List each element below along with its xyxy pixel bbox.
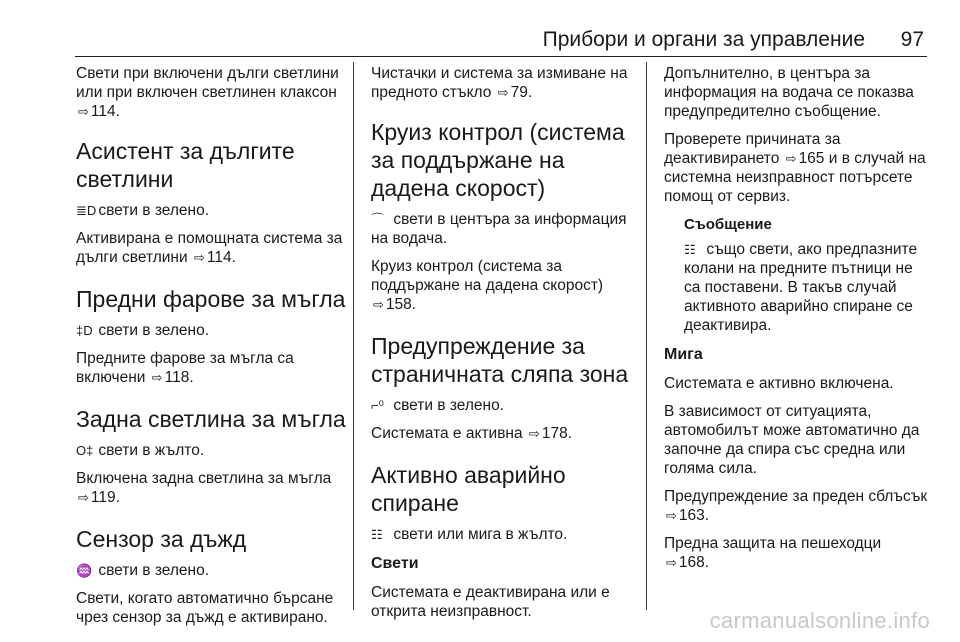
heading-blind-spot: Предупреждение за страничната сляпа зона	[371, 333, 629, 387]
page-ref-link[interactable]: 114.	[206, 249, 236, 266]
blind-spot-description: Системата е активна ⇨ 178.	[371, 425, 572, 442]
page-number: 97	[900, 28, 924, 51]
rain-sensor-description: Свети, когато автоматично бърсане чрез сензор за дъжд е активирано.	[76, 590, 334, 626]
page-ref-link[interactable]: 165	[798, 150, 825, 167]
cruise-status: ⌒ свети в центъра за информация на водача.	[371, 211, 627, 247]
arrow-icon: ⇨	[528, 426, 540, 441]
check-cause-paragraph: Проверете причината за деактивирането ⇨ 165 и в случай на системна неизправност потърсете помощ от сервиз.	[664, 131, 926, 205]
page-ref-link[interactable]: 119.	[90, 489, 120, 506]
note-box	[684, 215, 930, 335]
arrow-icon: ⇨	[497, 85, 509, 100]
high-beam-paragraph: Свети при включени дълги светлини или при включен светлинен клаксон ⇨ 114.	[76, 65, 339, 120]
flash-paragraph-4: Предна защита на пешеходци ⇨ 168.	[664, 535, 882, 571]
header-divider	[75, 56, 927, 57]
lit-description: Системата е деактивирана или е открита неизправност.	[371, 584, 610, 620]
column-1	[76, 64, 346, 636]
page-ref-link[interactable]: 168.	[678, 554, 710, 571]
page-title: Прибори и органи за управление	[542, 28, 865, 51]
rain-sensor-icon: ♒	[76, 563, 93, 578]
warning-paragraph: Допълнително, в центъра за информация на водача се показва предупредително съобщение.	[664, 65, 914, 120]
emergency-braking-icon: ☷	[684, 242, 696, 257]
page-ref-link[interactable]: 178.	[541, 425, 572, 442]
page-ref-link[interactable]: 79.	[510, 84, 533, 101]
column-divider-1	[353, 62, 354, 610]
blind-spot-icon: ⌐⁰	[371, 398, 384, 413]
emergency-braking-icon: ☷	[371, 527, 383, 542]
subheading-lit: Свети	[371, 555, 419, 572]
hba-description: Активирана е помощната система за дълги светлини ⇨ 114.	[76, 230, 343, 266]
heading-front-fog-lights: Предни фарове за мъгла	[76, 286, 346, 312]
rear-fog-icon: O‡	[76, 443, 94, 458]
front-fog-status: ‡D свети в зелено.	[76, 322, 210, 339]
heading-rain-sensor: Сензор за дъжд	[76, 526, 247, 552]
column-divider-2	[646, 62, 647, 610]
rear-fog-status: O‡ свети в жълто.	[76, 442, 205, 459]
arrow-icon: ⇨	[785, 151, 797, 166]
aeb-status: ☷ свети или мига в жълто.	[371, 526, 568, 543]
rear-fog-description: Включена задна светлина за мъгла ⇨ 119.	[76, 470, 332, 506]
flash-paragraph-1: Системата е активно включена.	[664, 375, 894, 392]
heading-cruise-control: Круиз контрол (система за поддържане на дадена скорост)	[371, 119, 625, 201]
arrow-icon: ⇨	[666, 555, 677, 570]
blind-spot-status: ⌐⁰ свети в зелено.	[371, 397, 505, 414]
page-ref-link[interactable]: 163.	[678, 507, 710, 524]
heading-rear-fog-light: Задна светлина за мъгла	[76, 406, 346, 432]
page-ref-link[interactable]: 158.	[385, 296, 417, 313]
cruise-control-icon: ⌒	[371, 212, 385, 227]
flash-paragraph-2: В зависимост от ситуацията, автомобилът може автоматично да започне да спира със средна или голяма сила.	[664, 403, 920, 477]
arrow-icon: ⇨	[373, 297, 384, 312]
heading-high-beam-assist: Асистент за дългите светлини	[76, 138, 295, 192]
note-title: Съобщение	[684, 216, 772, 233]
page-ref-link[interactable]: 118.	[164, 369, 194, 386]
hba-status: ≣D свети в зелено.	[76, 202, 210, 219]
high-beam-assist-icon: ≣D	[76, 203, 97, 218]
subheading-flashes: Мига	[664, 346, 703, 363]
page-ref-link[interactable]: 114.	[90, 103, 120, 120]
arrow-icon: ⇨	[193, 250, 205, 265]
rain-sensor-status: ♒ свети в зелено.	[76, 562, 210, 579]
flash-paragraph-3: Предупреждение за преден сблъсък ⇨ 163.	[664, 488, 928, 524]
heading-active-emergency-braking: Активно аварийно спиране	[371, 462, 566, 516]
front-fog-description: Предните фарове за мъгла са включени ⇨ 118.	[76, 350, 294, 386]
wipers-paragraph: Чистачки и система за измиване на предното стъкло ⇨ 79.	[371, 65, 628, 101]
page-header	[0, 0, 960, 58]
cruise-description: Круиз контрол (система за поддържане на дадена скорост) ⇨ 158.	[371, 258, 604, 313]
arrow-icon: ⇨	[78, 104, 89, 119]
arrow-icon: ⇨	[666, 508, 677, 523]
column-2	[371, 64, 635, 630]
arrow-icon: ⇨	[78, 490, 89, 505]
note-text: ☷ също свети, ако предпазните колани на предните пътници не са поставени. В такъв случай активното аварийно спиране се деактивира.	[684, 241, 918, 334]
arrow-icon: ⇨	[151, 370, 163, 385]
front-fog-icon: ‡D	[76, 323, 93, 338]
column-3	[664, 64, 930, 581]
watermark: carmanualsonline.info	[709, 608, 930, 633]
